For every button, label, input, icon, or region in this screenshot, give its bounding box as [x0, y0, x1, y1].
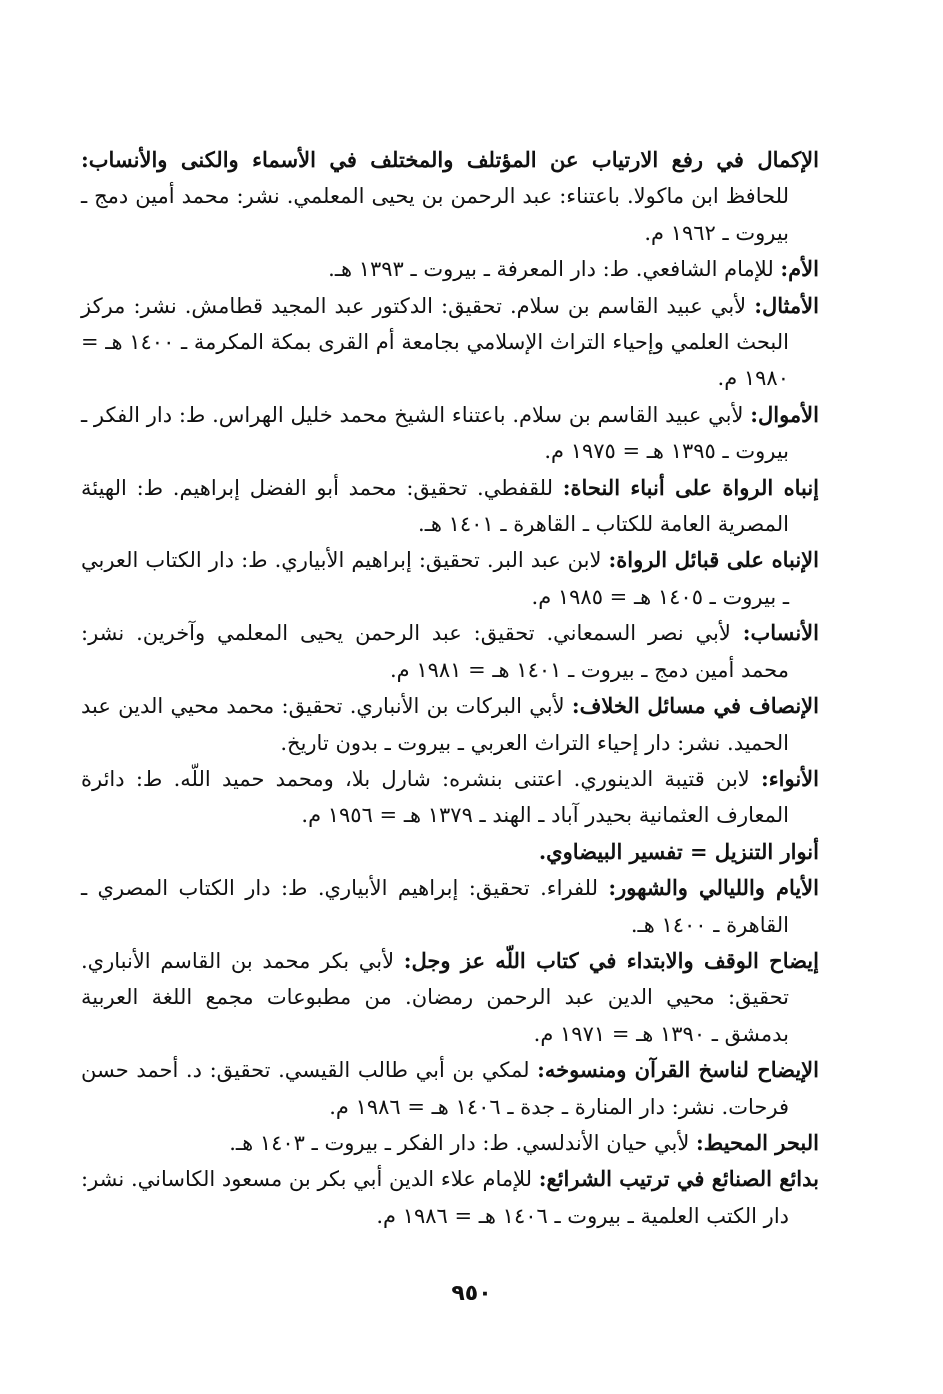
entry-title: الأمثال: [754, 292, 819, 318]
entry-details: لأبي عبيد القاسم بن سلام. تحقيق: الدكتور عبد المجيد قطامش. نشر: مركز البحث العلمي وإحياء التراث الإسلامي بجامعة أم القرى بمكة المكرمة ـ ١٤٠٠ هـ = ١٩٨٠ م. [81, 293, 789, 391]
entry-details: لابن عبد البر. تحقيق: إبراهيم الأبياري. ط: دار الكتاب العربي ـ بيروت ـ ١٤٠٥ هـ = ١٩٨٥ م. [81, 548, 789, 609]
page-number: ٩٥٠ [451, 1281, 492, 1306]
bibliography-entry [81, 142, 819, 251]
entry-title: أنوار التنزيل = تفسير البيضاوي. [538, 838, 819, 864]
entry-details: لأبي بكر محمد بن القاسم الأنباري. تحقيق: محيي الدين عبد الرحمن رمضان. من مطبوعات مجمع اللغة العربية بدمشق ـ ١٣٩٠ هـ = ١٩٧١ م. [81, 948, 789, 1046]
bibliography-entry [81, 1125, 819, 1161]
bibliography-entry [81, 1052, 819, 1125]
entry-title: بدائع الصنائع في ترتيب الشرائع: [538, 1166, 819, 1192]
entry-details: لأبي البركات بن الأنباري. تحقيق: محمد محيي الدين عبد الحميد. نشر: دار إحياء التراث العربي ـ بيروت ـ بدون تاريخ. [81, 694, 789, 755]
bibliography-entry [81, 688, 819, 761]
entry-title: الإيضاح لناسخ القرآن ومنسوخه: [537, 1057, 819, 1083]
entry-title: الأموال: [750, 401, 819, 427]
bibliography-page [81, 142, 819, 1234]
entry-title: الإنباه على قبائل الرواة: [608, 547, 819, 573]
bibliography-entry [81, 251, 819, 287]
entry-details: للحافظ ابن ماكولا. باعتناء: عبد الرحمن بن يحيى المعلمي. نشر: محمد أمين دمج ـ بيروت ـ ١٩٦٢ م. [81, 184, 789, 245]
entry-title: إنباه الرواة على أنباء النحاة: [562, 474, 819, 500]
entry-title: الأم: [780, 256, 819, 282]
entry-title: الأيام والليالي والشهور: [608, 875, 819, 901]
entry-details: للفراء. تحقيق: إبراهيم الأبياري. ط: دار الكتاب المصري ـ القاهرة ـ ١٤٠٠ هـ. [81, 876, 789, 937]
entry-details: لمكي بن أبي طالب القيسي. تحقيق: د. أحمد حسن فرحات. نشر: دار المنارة ـ جدة ـ ١٤٠٦ هـ = ١٩٨٦ م. [81, 1058, 789, 1119]
entry-details: للإمام علاء الدين أبي بكر بن مسعود الكاساني. نشر: دار الكتب العلمية ـ بيروت ـ ١٤٠٦ هـ = ١٩٨٦ م. [81, 1167, 789, 1228]
entry-details: لأبي نصر السمعاني. تحقيق: عبد الرحمن يحيى المعلمي وآخرين. نشر: محمد أمين دمج ـ بيروت ـ ١٤٠١ هـ = ١٩٨١ م. [81, 621, 789, 682]
bibliography-entry [81, 870, 819, 943]
entry-title: الأنواء: [761, 765, 819, 791]
entry-details: لأبي عبيد القاسم بن سلام. باعتناء الشيخ محمد خليل الهراس. ط: دار الفكر ـ بيروت ـ ١٣٩٥ هـ = ١٩٧٥ م. [81, 402, 789, 464]
bibliography-entry [81, 761, 819, 834]
bibliography-entry [81, 943, 819, 1052]
bibliography-entry [81, 834, 819, 870]
entry-details: للقفطي. تحقيق: محمد أبو الفضل إبراهيم. ط: الهيئة المصرية العامة للكتاب ـ القاهرة ـ ١٤٠١ هـ. [81, 475, 789, 537]
entry-title: الإكمال في رفع الارتياب عن المؤتلف والمختلف في الأسماء والكنى والأنساب: [81, 147, 819, 172]
entry-details: لابن قتيبة الدينوري. اعتنى بنشره: شارل بلا، ومحمد حميد اللّه. ط: دائرة المعارف العثمانية بحيدر آباد ـ الهند ـ ١٣٧٩ هـ = ١٩٥٦ م. [81, 766, 789, 828]
bibliography-entry [81, 288, 819, 397]
bibliography-entry [81, 470, 819, 543]
entry-details: للإمام الشافعي. ط: دار المعرفة ـ بيروت ـ ١٣٩٣ هـ. [328, 257, 781, 282]
bibliography-entry [81, 542, 819, 615]
entry-title: البحر المحيط: [696, 1129, 819, 1155]
entry-title: الأنساب: [742, 620, 819, 646]
entry-details: لأبي حيان الأندلسي. ط: دار الفكر ـ بيروت ـ ١٤٠٣ هـ. [229, 1130, 697, 1155]
bibliography-entry [81, 615, 819, 688]
entry-title: إيضاح الوقف والابتداء في كتاب اللّه عز وجل: [403, 947, 819, 973]
entry-title: الإنصاف في مسائل الخلاف: [571, 693, 819, 719]
bibliography-entry [81, 397, 819, 470]
bibliography-entry [81, 1161, 819, 1234]
